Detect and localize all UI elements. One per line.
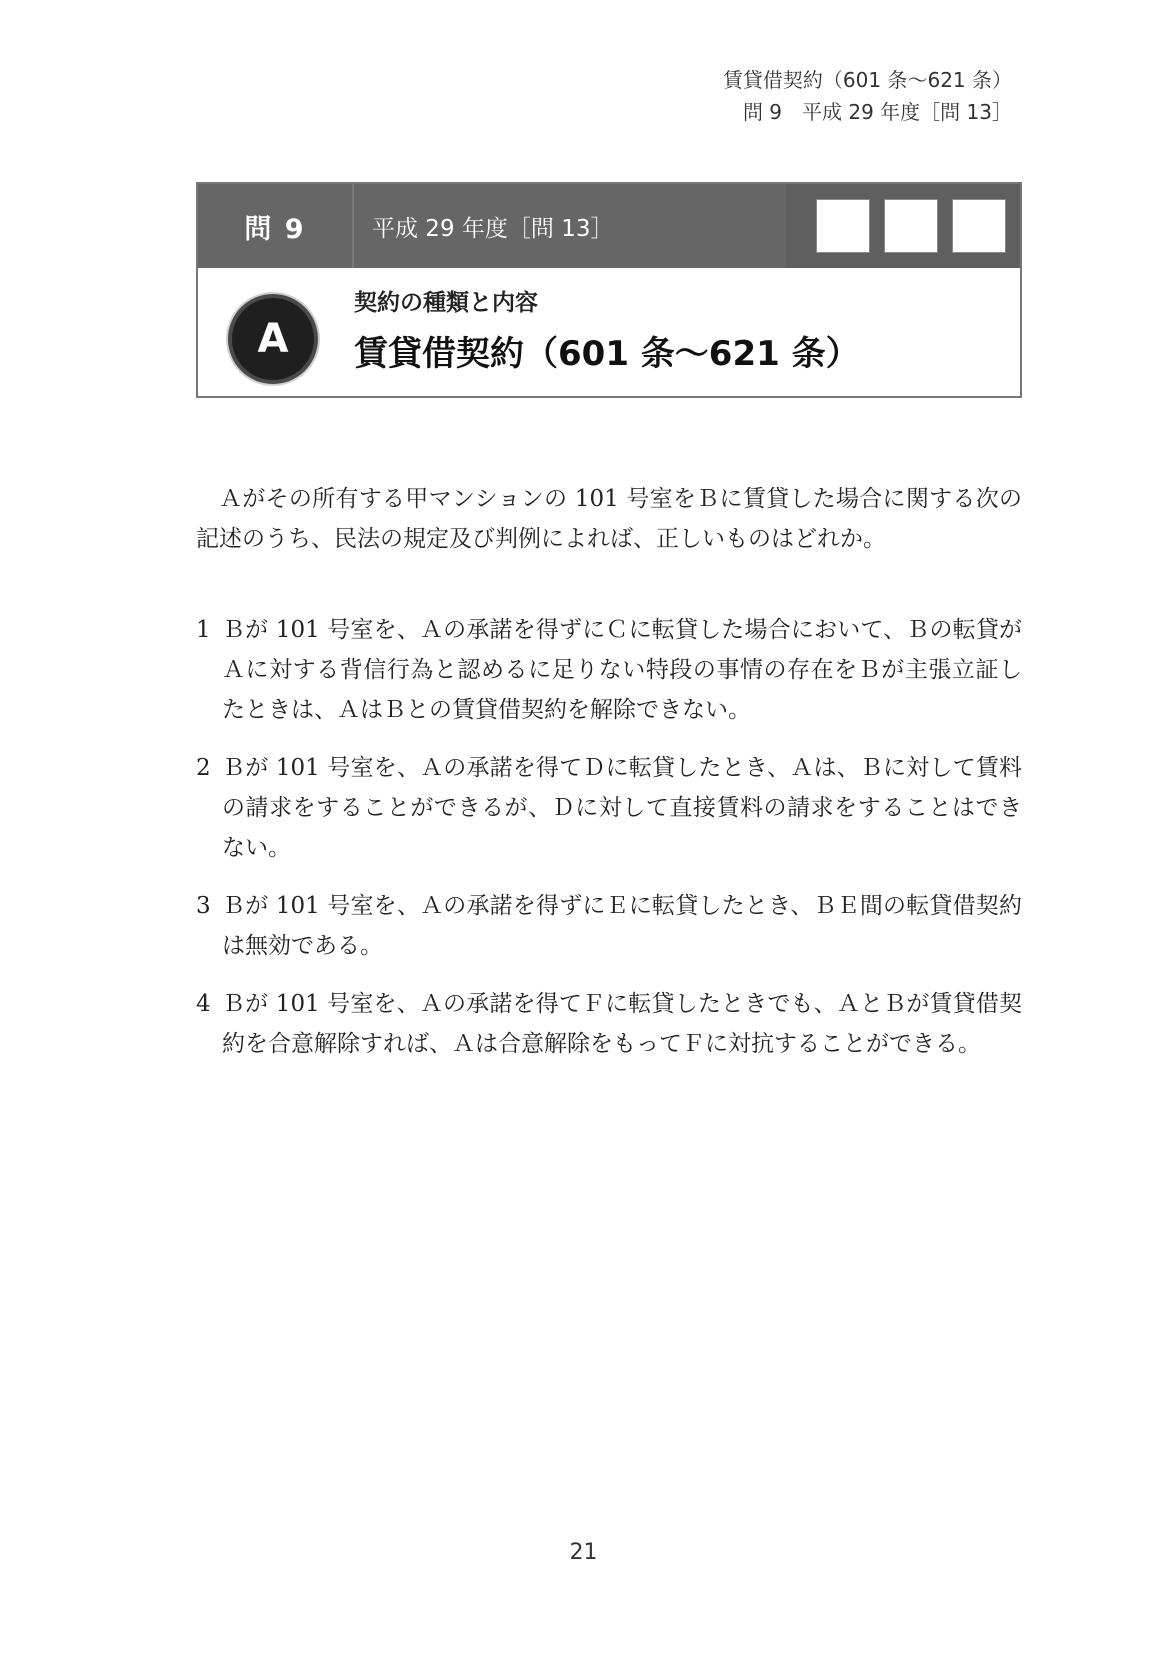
- answer-option-1: [196, 610, 1022, 730]
- question-year: 平成 29 年度［問 13］: [372, 215, 614, 242]
- option-number: 2: [196, 755, 211, 781]
- answer-options: [196, 610, 1022, 1082]
- running-head: [723, 64, 1012, 128]
- page-number: 21: [569, 1540, 598, 1565]
- question-number: 問 9: [198, 184, 354, 268]
- option-number: 3: [196, 893, 211, 919]
- option-text: Ｂが 101 号室を、Ａの承諾を得てＦに転貸したときでも、ＡとＢが賃貸借契約を合意解除すれば、Ａは合意解除をもってＦに対抗することができる。: [222, 991, 1022, 1057]
- option-text: Ｂが 101 号室を、Ａの承諾を得ずにＣに転貸した場合において、Ｂの転貸がＡに対する背信行為と認めるに足りない特段の事情の存在をＢが主張立証したときは、ＡはＢとの賃貸借契約を解除できない。: [222, 617, 1022, 723]
- running-head-question: 問 9 平成 29 年度［問 13］: [742, 100, 1012, 124]
- answer-option-3: [196, 886, 1022, 966]
- answer-option-4: [196, 984, 1022, 1064]
- question-header-box: [196, 182, 1022, 398]
- check-box-2[interactable]: [884, 199, 938, 253]
- question-text: Ａがその所有する甲マンションの 101 号室をＢに賃貸した場合に関する次の記述のうち、民法の規定及び判例によれば、正しいものはどれか。: [196, 486, 1022, 552]
- option-text: Ｂが 101 号室を、Ａの承諾を得ずにＥに転貸したとき、ＢＥ間の転貸借契約は無効である。: [222, 893, 1022, 959]
- option-number: 4: [196, 991, 211, 1017]
- check-box-1[interactable]: [816, 199, 870, 253]
- rank-badge: A: [232, 298, 314, 380]
- check-box-3[interactable]: [952, 199, 1006, 253]
- topic-title: 賃貸借契約（601 条〜621 条）: [354, 334, 860, 374]
- running-head-topic: 賃貸借契約（601 条〜621 条）: [722, 68, 1012, 92]
- option-number: 1: [196, 617, 211, 643]
- option-text: Ｂが 101 号室を、Ａの承諾を得てＤに転貸したとき、Ａは、Ｂに対して賃料の請求をすることができるが、Ｄに対して直接賃料の請求をすることはできない。: [222, 755, 1022, 861]
- topic-category: 契約の種類と内容: [354, 290, 538, 316]
- check-box-group: [786, 184, 1020, 268]
- question-header-bar: [198, 184, 1020, 268]
- answer-option-2: [196, 748, 1022, 868]
